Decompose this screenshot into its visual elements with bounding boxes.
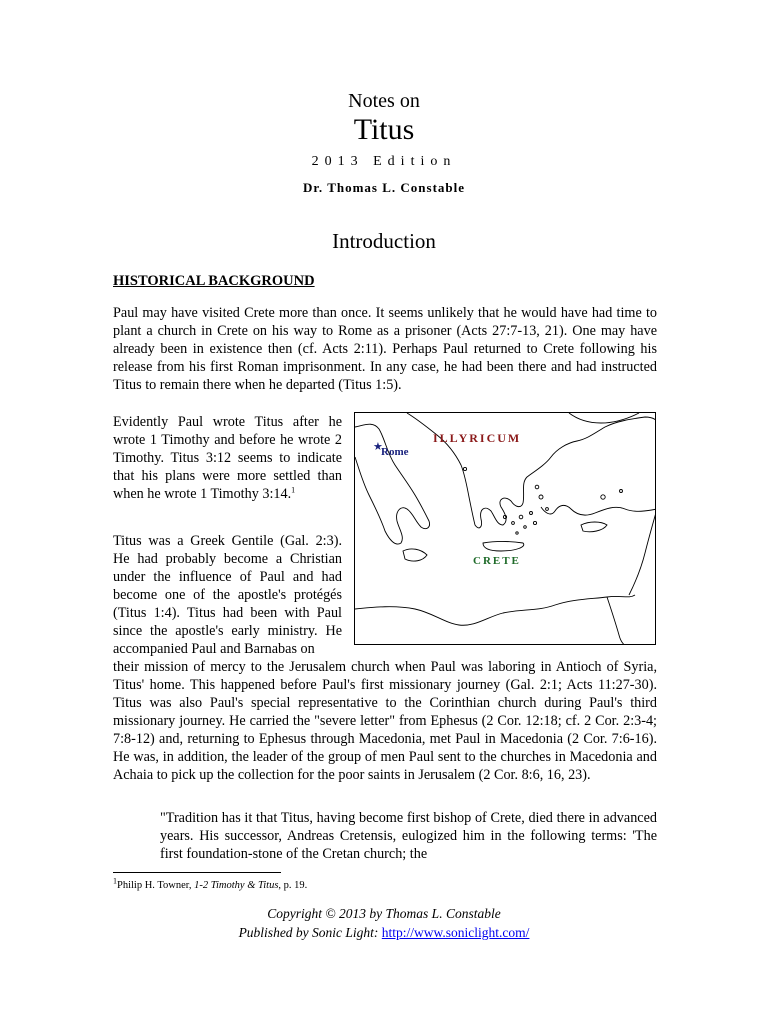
introduction-heading: Introduction bbox=[332, 229, 436, 253]
paragraph-1: Paul may have visited Crete more than once. It seems unlikely that he would have had time to plant a church in Crete on his way to Rome as a prisoner (Acts 27:7-13, 21). One may have already been in existence then (cf. Acts 2:11). Perhaps Paul returned to Crete following his release from his first Roman imprisonment. In any case, he had been there and had instructed Titus to remain there when he departed (Titus 1:5). bbox=[113, 305, 657, 393]
mediterranean-map bbox=[354, 412, 656, 645]
notes-on-label: Notes on bbox=[348, 90, 420, 112]
footnote-book-title: 1-2 Timothy & Titus bbox=[194, 880, 279, 891]
map-label-illyricum: ILLYRICUM bbox=[433, 431, 522, 445]
paragraph-3-continued: their mission of mercy to the Jerusalem church when Paul was laboring in Antioch of Syria, Titus' home. This happened before Paul's first missionary journey (Gal. 2:1; Acts 11:27-30). Titus was also Paul's special representative to the Corinthian church during Paul's third missionary journey. He carried the "severe letter" from Ephesus (2 Cor. 12:18; cf. 2 Cor. 2:3-4; 7:8-12) and, returning to Ephesus through Macedonia, met Paul in Macedonia (2 Cor. 7:6-16). He was, in addition, the leader of the group of men Paul sent to the churches in Macedonia and Achaia to pick up the collection for the poor saints in Jerusalem (2 Cor. 8:6, 16, 23). bbox=[113, 659, 657, 783]
footnote-mark: 1 bbox=[113, 876, 117, 886]
edition-label: 2013 Edition bbox=[311, 154, 457, 169]
author-name: Dr. Thomas L. Constable bbox=[302, 180, 466, 195]
footnote-1 bbox=[113, 876, 308, 891]
rome-star-icon: ★ bbox=[373, 441, 383, 453]
map-label-crete: CRETE bbox=[473, 555, 521, 567]
copyright-line: Copyright © 2013 by Thomas L. Constable bbox=[267, 906, 501, 921]
footnote-page: , p. 19. bbox=[278, 880, 308, 891]
published-line bbox=[0, 925, 768, 941]
block-quote: "Tradition has it that Titus, having become first bishop of Crete, died there in advanced years. His successor, Andreas Cretensis, eulogized him in the following terms: 'The first foundation-stone of the Cretan church; the bbox=[160, 810, 657, 862]
footnote-divider bbox=[113, 872, 281, 873]
paragraph-3-top: Titus was a Greek Gentile (Gal. 2:3). He had probably become a Christian under the influence of Paul and had become one of the apostle's protégés (Titus 1:4). Titus had been with Paul since the apostle's early ministry. He accompanied Paul and Barnabas on bbox=[113, 533, 342, 657]
footnote-ref-1[interactable]: 1 bbox=[291, 485, 296, 495]
map-label-rome: Rome bbox=[381, 446, 409, 458]
website-link[interactable]: http://www.soniclight.com/ bbox=[381, 925, 530, 940]
paragraph-2-text: Evidently Paul wrote Titus after he wrote 1 Timothy and before he wrote 2 Timothy. Titus 3:12 seems to indicate that his plans were more settled than when he wrote 1 Timothy 3:14. bbox=[113, 414, 342, 502]
document-title: Titus bbox=[353, 113, 415, 146]
paragraph-2 bbox=[113, 413, 342, 503]
historical-background-heading: HISTORICAL BACKGROUND bbox=[113, 273, 315, 289]
footnote-author: Philip H. Towner, bbox=[117, 880, 195, 891]
published-prefix: Published by Sonic Light: bbox=[238, 925, 382, 940]
